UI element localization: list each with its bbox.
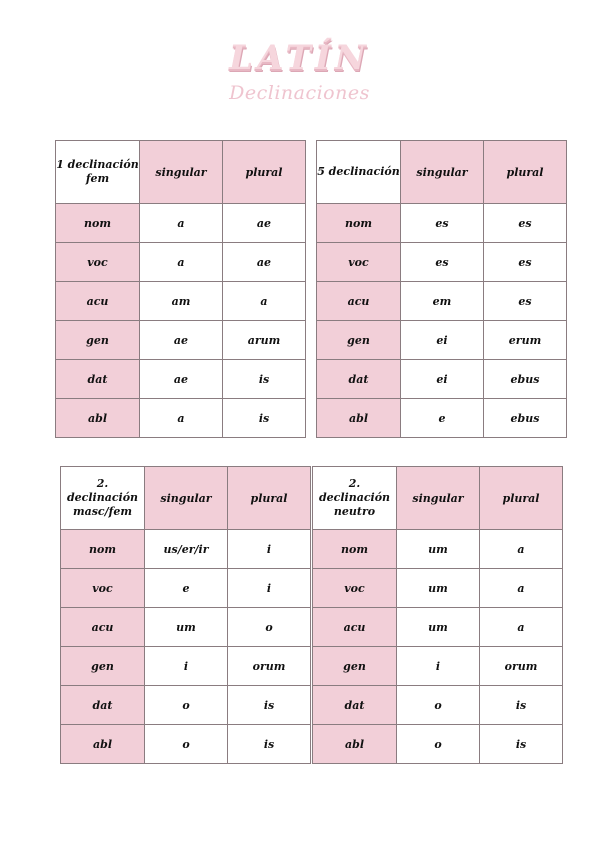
- declension-name: [56, 141, 140, 204]
- plural-ending: is: [228, 686, 311, 725]
- plural-ending: arum: [223, 321, 306, 360]
- table-row: [61, 686, 311, 725]
- plural-header: plural: [223, 141, 306, 204]
- singular-ending: o: [397, 686, 480, 725]
- plural-ending: is: [480, 686, 563, 725]
- table-row: [61, 725, 311, 764]
- singular-header: singular: [397, 467, 480, 530]
- table-row: [313, 686, 563, 725]
- singular-ending: o: [145, 725, 228, 764]
- case-label: gen: [317, 321, 401, 360]
- plural-ending: i: [228, 569, 311, 608]
- plural-ending: ae: [223, 243, 306, 282]
- page-title: LATÍN: [229, 38, 370, 78]
- singular-ending: ei: [401, 360, 484, 399]
- declension-name-line1: 5 declinación: [317, 165, 400, 178]
- case-label: voc: [317, 243, 401, 282]
- table-header-row: [317, 141, 567, 204]
- declension-name-line1: 2. declinación: [318, 477, 391, 504]
- singular-header: singular: [401, 141, 484, 204]
- plural-ending: orum: [228, 647, 311, 686]
- table-row: [61, 608, 311, 647]
- case-label: gen: [56, 321, 140, 360]
- plural-ending: is: [223, 360, 306, 399]
- declension-table-5: [316, 140, 567, 438]
- declension-table-2-neutro: [312, 466, 563, 764]
- singular-ending: o: [397, 725, 480, 764]
- case-label: gen: [313, 647, 397, 686]
- table-row: [313, 725, 563, 764]
- case-label: nom: [61, 530, 145, 569]
- singular-ending: um: [397, 530, 480, 569]
- table-row: [56, 360, 306, 399]
- table-row: [61, 569, 311, 608]
- declension-name-line2: neutro: [333, 505, 376, 518]
- declension-table-1: [55, 140, 306, 438]
- plural-ending: is: [480, 725, 563, 764]
- plural-ending: ae: [223, 204, 306, 243]
- case-label: gen: [61, 647, 145, 686]
- singular-header: singular: [140, 141, 223, 204]
- singular-ending: a: [140, 399, 223, 438]
- case-label: dat: [56, 360, 140, 399]
- table-header-row: [313, 467, 563, 530]
- table-row: [313, 647, 563, 686]
- case-label: nom: [313, 530, 397, 569]
- declension-table-2-masc-fem: [60, 466, 311, 764]
- declension-name: [313, 467, 397, 530]
- case-label: acu: [313, 608, 397, 647]
- singular-ending: es: [401, 204, 484, 243]
- plural-ending: es: [484, 204, 567, 243]
- case-label: dat: [317, 360, 401, 399]
- singular-ending: um: [397, 569, 480, 608]
- plural-ending: i: [228, 530, 311, 569]
- plural-ending: is: [228, 725, 311, 764]
- singular-ending: um: [145, 608, 228, 647]
- table-row: [317, 282, 567, 321]
- page-subtitle: Declinaciones: [229, 82, 370, 104]
- plural-ending: a: [480, 608, 563, 647]
- table-row: [313, 569, 563, 608]
- singular-ending: um: [397, 608, 480, 647]
- singular-ending: a: [140, 204, 223, 243]
- table-row: [317, 204, 567, 243]
- table-row: [56, 243, 306, 282]
- declension-name-line1: 1 declinación: [56, 158, 139, 171]
- plural-ending: is: [223, 399, 306, 438]
- plural-ending: a: [223, 282, 306, 321]
- case-label: dat: [61, 686, 145, 725]
- singular-ending: e: [145, 569, 228, 608]
- plural-ending: a: [480, 569, 563, 608]
- table-row: [317, 321, 567, 360]
- case-label: acu: [317, 282, 401, 321]
- table-row: [313, 530, 563, 569]
- singular-ending: em: [401, 282, 484, 321]
- singular-ending: e: [401, 399, 484, 438]
- plural-ending: ebus: [484, 360, 567, 399]
- plural-ending: o: [228, 608, 311, 647]
- plural-header: plural: [484, 141, 567, 204]
- table-row: [56, 321, 306, 360]
- singular-ending: ae: [140, 321, 223, 360]
- table-row: [317, 243, 567, 282]
- case-label: voc: [313, 569, 397, 608]
- table-row: [56, 204, 306, 243]
- singular-ending: am: [140, 282, 223, 321]
- singular-ending: i: [397, 647, 480, 686]
- case-label: abl: [56, 399, 140, 438]
- table-header-row: [56, 141, 306, 204]
- singular-ending: ae: [140, 360, 223, 399]
- singular-ending: a: [140, 243, 223, 282]
- declension-name-line1: 2. declinación: [66, 477, 139, 504]
- table-header-row: [61, 467, 311, 530]
- plural-header: plural: [228, 467, 311, 530]
- case-label: voc: [61, 569, 145, 608]
- table-row: [56, 282, 306, 321]
- plural-ending: es: [484, 243, 567, 282]
- declension-name-line2: masc/fem: [72, 505, 133, 518]
- singular-header: singular: [145, 467, 228, 530]
- case-label: nom: [56, 204, 140, 243]
- plural-ending: ebus: [484, 399, 567, 438]
- singular-ending: ei: [401, 321, 484, 360]
- case-label: acu: [56, 282, 140, 321]
- plural-header: plural: [480, 467, 563, 530]
- plural-ending: es: [484, 282, 567, 321]
- case-label: abl: [313, 725, 397, 764]
- plural-ending: a: [480, 530, 563, 569]
- declension-name: [317, 141, 401, 204]
- table-row: [317, 360, 567, 399]
- case-label: acu: [61, 608, 145, 647]
- declension-name-line2: fem: [85, 172, 110, 185]
- table-row: [313, 608, 563, 647]
- table-row: [56, 399, 306, 438]
- case-label: nom: [317, 204, 401, 243]
- plural-ending: orum: [480, 647, 563, 686]
- table-row: [61, 647, 311, 686]
- case-label: dat: [313, 686, 397, 725]
- singular-ending: i: [145, 647, 228, 686]
- singular-ending: o: [145, 686, 228, 725]
- declension-name: [61, 467, 145, 530]
- singular-ending: us/er/ir: [145, 530, 228, 569]
- plural-ending: erum: [484, 321, 567, 360]
- table-row: [61, 530, 311, 569]
- case-label: abl: [61, 725, 145, 764]
- case-label: abl: [317, 399, 401, 438]
- case-label: voc: [56, 243, 140, 282]
- singular-ending: es: [401, 243, 484, 282]
- table-row: [317, 399, 567, 438]
